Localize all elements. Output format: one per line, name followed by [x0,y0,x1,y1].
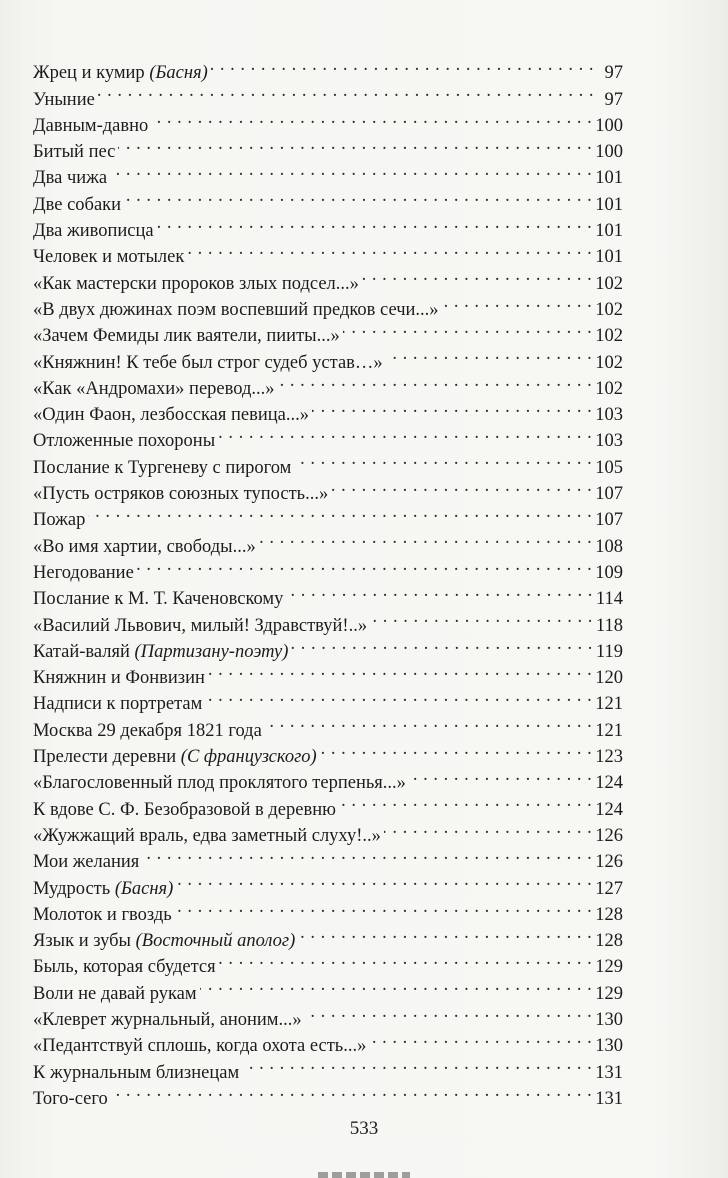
toc-entry-title-text: Москва 29 декабря 1821 года [33,720,262,741]
toc-entry-page: 97 [604,89,623,110]
toc-entry [33,105,623,136]
toc-entry-page: 103 [595,431,623,452]
toc-entry-title [33,954,216,980]
toc-entry-title-text: Две собаки [33,194,122,215]
dot-leader [370,604,593,630]
toc-entry-page: 101 [595,221,623,242]
toc-entry-subtitle: (Басня) [149,63,208,84]
dot-leader [291,631,593,657]
toc-entry-title [33,797,336,823]
toc-entry-title-text: Надписи к портретам [33,694,203,715]
toc-entry-title-text: Два чижа [33,168,108,189]
table-of-contents [33,52,623,1109]
toc-entry-page: 130 [595,1009,623,1030]
dot-leader [278,368,593,394]
toc-entry-page: 120 [595,668,623,689]
toc-entry-page: 100 [595,115,623,136]
toc-entry-page: 102 [595,273,623,294]
dot-leader [205,683,592,709]
toc-entry-page: 107 [595,510,623,531]
toc-entry-title-text: «Благословенный плод проклятого терпенья...» [33,773,406,794]
toc-entry-title-text: К вдове С. Ф. Безобразовой в деревню [33,799,336,820]
toc-entry-page: 121 [595,720,623,741]
toc-entry-page: 129 [595,983,623,1004]
dot-leader [294,446,592,472]
toc-entry [33,52,623,84]
dot-leader [362,262,592,288]
dot-leader [98,78,594,104]
toc-entry-title [33,139,115,165]
dot-leader [200,972,593,998]
toc-entry-title-text: «Пусть остряков союзных тупость...» [33,484,329,505]
toc-entry-title [33,87,95,113]
toc-entry [33,525,623,557]
toc-entry-page: 102 [595,299,623,320]
dot-leader [137,552,592,578]
dot-leader [343,315,593,341]
dot-leader [265,709,592,735]
toc-entry-title-text: «Как «Андромахи» перевод...» [33,378,275,399]
dot-leader [111,1078,593,1104]
toc-entry-page: 131 [595,1062,623,1083]
dot-leader [384,815,592,841]
toc-entry [33,210,623,242]
toc-entry-page: 126 [595,825,623,846]
toc-entry-title-text: Мои желания [33,852,140,873]
toc-entry-title-text: Жрец и кумир [33,63,150,84]
toc-entry-title-text: Давным-давно [33,115,149,136]
dot-leader [88,499,592,525]
toc-entry-title-text: Послание к М. Т. Каченовскому [33,589,284,610]
toc-entry [33,157,623,189]
toc-entry-title-text: К журнальным близнецам [33,1062,240,1083]
dot-leader [208,657,592,683]
dot-leader [386,341,593,367]
toc-entry-title-text: Прелести деревни [33,747,181,768]
toc-entry-title-text: «Василий Львович, милый! Здравствуй!..» [33,615,368,636]
toc-entry-title-text: «Княжнин! К тебе был строг судеб устав…» [33,352,383,373]
toc-entry-title [33,192,121,218]
toc-entry-subtitle: (С французского) [180,747,317,768]
toc-entry-page: 103 [595,405,623,426]
toc-entry-page: 129 [595,957,623,978]
dot-leader [369,1025,592,1051]
dot-leader [175,894,593,920]
toc-entry-page: 126 [595,852,623,873]
toc-entry-page: 114 [595,589,623,610]
dot-leader [242,1051,592,1077]
toc-entry-page: 101 [595,168,623,189]
toc-entry-subtitle: (Партизану-поэту) [134,641,289,662]
toc-entry-page: 127 [595,878,623,899]
toc-entry-page: 131 [595,1088,623,1109]
toc-entry-title [33,271,359,297]
dot-leader [124,183,592,209]
dot-leader [339,788,592,814]
dot-leader [219,946,593,972]
dot-leader [218,420,592,446]
toc-entry-title [33,428,215,454]
toc-entry-title-text: Того-сего [33,1088,108,1109]
toc-entry-title-text: Язык и зубы [33,931,136,952]
dot-leader [142,841,592,867]
toc-entry-title-text: «В двух дюжинах поэм воспевший предков сечи...» [33,299,439,320]
toc-entry-page: 108 [595,536,623,557]
toc-entry-title-text: Человек и мотылек [33,247,185,268]
toc-entry [33,499,623,531]
toc-entry-title-text: Мудрость [33,878,115,899]
toc-entry-page: 101 [595,194,623,215]
toc-entry-page: 109 [595,562,623,583]
toc-entry-title-text: Пожар [33,510,86,531]
dot-leader [187,236,592,262]
toc-entry-page: 102 [595,378,623,399]
toc-entry-page: 107 [595,484,623,505]
page-number: 533 [349,1118,379,1139]
toc-entry-page: 100 [595,142,623,163]
toc-entry-subtitle: (Басня) [114,878,174,899]
toc-entry-title-text: «Во имя хартии, свободы...» [33,536,256,557]
toc-entry-title-text: Послание к Тургеневу с пирогом [33,457,292,478]
toc-entry-page: 130 [595,1036,623,1057]
toc-entry-title [33,323,340,349]
toc-entry-page: 121 [595,694,623,715]
toc-entry-title [33,876,173,902]
toc-entry-page: 102 [595,352,623,373]
toc-entry [33,1078,623,1109]
toc-entry-page: 124 [595,773,623,794]
dot-leader [176,867,592,893]
toc-entry [33,183,623,215]
dot-leader [211,52,594,78]
toc-entry [33,131,623,163]
dot-leader [320,736,593,762]
toc-entry-page: 101 [595,247,623,268]
dot-leader [286,578,593,604]
toc-entry-page: 128 [595,904,623,925]
toc-entry-title-text: «Один Фаон, лезбосская певица...» [33,405,309,426]
toc-entry-title-text: «Педантствуй сплошь, когда охота есть...» [33,1036,367,1057]
toc-entry-title-text: Битый пес [33,142,116,163]
toc-entry-title-text: «Клеврет журнальный, аноним...» [33,1009,302,1030]
toc-entry-title [33,376,275,402]
toc-entry-title [33,665,205,691]
toc-entry-title [33,744,317,770]
toc-entry-title-text: Молоток и гвоздь [33,904,172,925]
dot-leader [110,157,592,183]
dot-leader [442,289,593,315]
toc-entry-title [33,1086,108,1112]
toc-entry-title [33,560,134,586]
toc-entry-title-text: Катай-валяй [33,641,135,662]
toc-entry-page: 119 [595,641,623,662]
toc-entry-title-text: Два живописца [33,221,154,242]
toc-entry-title [33,691,202,717]
dot-leader [259,525,593,551]
toc-entry-title [33,455,291,481]
toc-entry-page: 124 [595,799,623,820]
toc-entry-page: 128 [595,931,623,952]
toc-entry-title [33,507,85,533]
toc-entry-title [33,849,139,875]
toc-entry-page: 102 [595,326,623,347]
dot-leader [409,762,592,788]
toc-entry-title-text: «Как мастерски пророков злых подсел...» [33,273,359,294]
dot-leader [312,394,592,420]
toc-entry-title-text: Быль, которая сбудется [33,957,216,978]
toc-entry-title [33,218,154,244]
toc-entry-title [33,244,184,270]
dot-leader [157,210,593,236]
toc-entry-title [33,1007,302,1033]
toc-entry-title-text: Отложенные похороны [33,431,216,452]
toc-entry-title-text: «Зачем Фемиды лик ваятели, пииты...» [33,326,340,347]
dot-leader [331,473,592,499]
toc-entry-title [33,981,197,1007]
dot-leader [151,105,592,131]
toc-entry-title-text: Воли не давай рукам [33,983,197,1004]
dot-leader [305,999,593,1025]
dot-leader [298,920,592,946]
toc-entry-page: 118 [595,615,623,636]
toc-entry-title [33,902,172,928]
toc-entry-subtitle: (Восточный аполог) [135,931,296,952]
toc-entry-title-text: Княжнин и Фонвизин [33,668,205,689]
bottom-edge-mark [318,1172,410,1178]
toc-entry-page: 123 [595,747,623,768]
toc-entry-title [33,165,107,191]
toc-entry-title-text: Негодование [33,562,134,583]
toc-entry-title [33,586,283,612]
toc-entry-title-text: «Жужжащий враль, едва заметный слуху!..» [33,825,381,846]
toc-entry-page: 105 [595,457,623,478]
toc-entry [33,78,623,110]
toc-entry-page: 97 [604,63,623,84]
toc-entry-title [33,718,262,744]
dot-leader [118,131,592,157]
toc-entry-title-text: Уныние [33,89,95,110]
